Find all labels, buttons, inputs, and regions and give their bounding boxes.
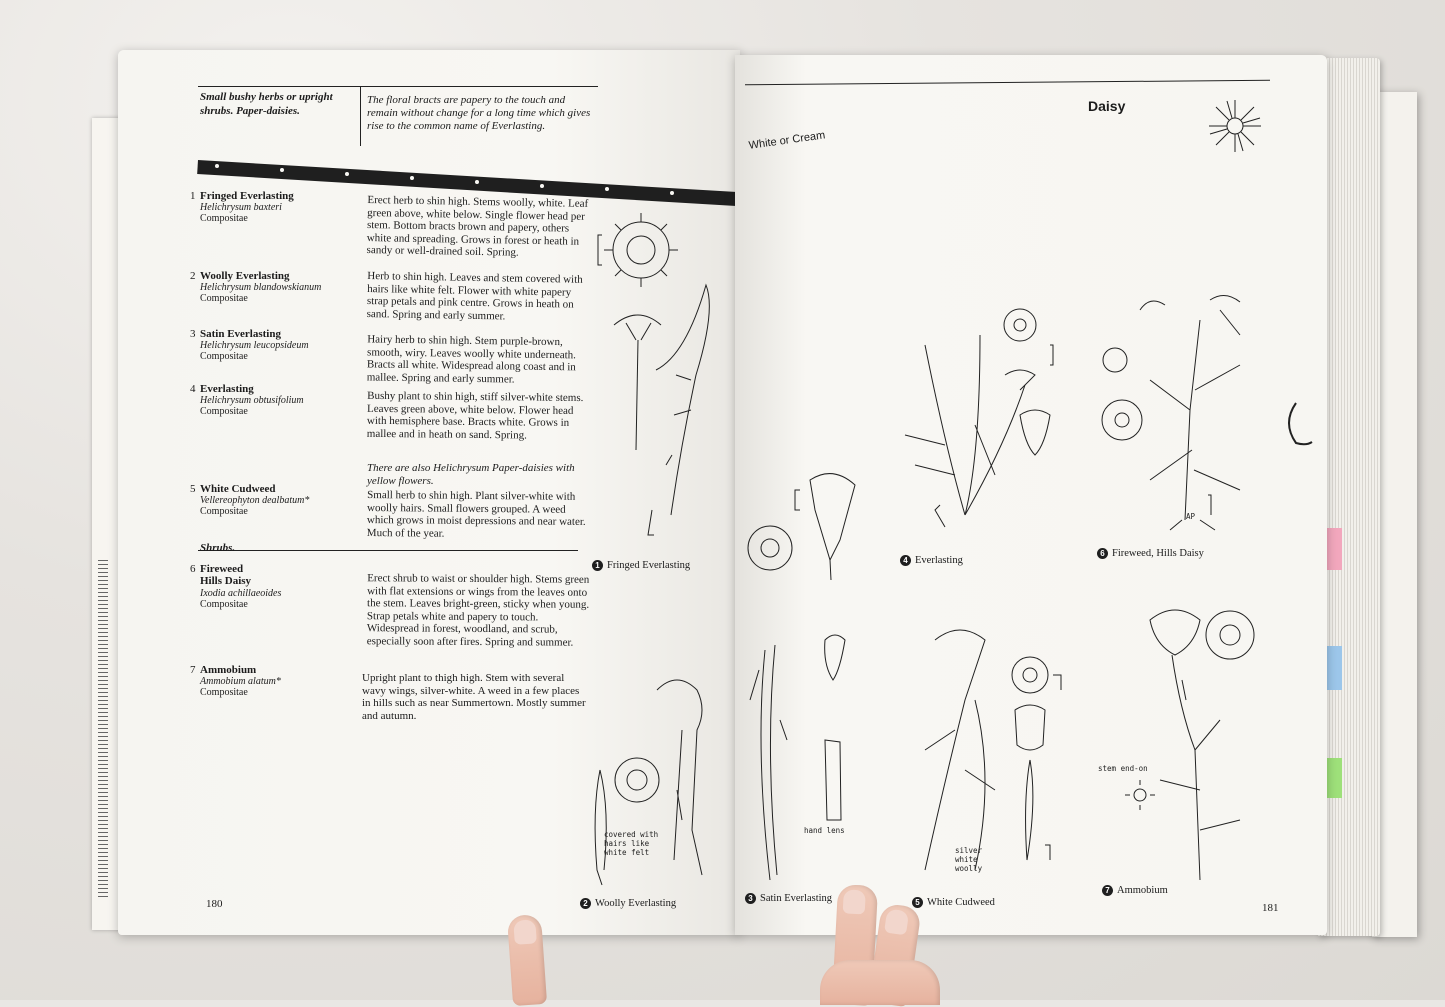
caption-fireweed [1097,548,1204,559]
caption-label: Woolly Everlasting [595,898,677,909]
entry-3-description: Hairy herb to shin high. Stem purple-brown, smooth, wiry. Leaves woolly white underneath. Bracts all white. Widespread along coast and in mallee. Spring and early summer. [366,333,577,385]
caption-label: Fireweed, Hills Daisy [1112,548,1204,559]
band-dot [410,176,414,180]
entry-7-number: 7 [190,664,196,676]
caption-badge: 5 [912,897,923,908]
entry-5-family: Compositae [200,506,248,517]
entry-6-scientific: Ixodia achillaeoides [200,588,282,599]
page-number-left: 180 [206,898,223,910]
caption-everlasting [900,555,963,566]
white-cudweed-illustration [905,580,1075,890]
entry-6-family: Compositae [200,599,248,610]
band-dot [540,184,544,188]
caption-satin-everlasting [745,893,832,904]
entry-3-number: 3 [190,328,196,340]
entry-3-scientific: Helichrysum leucopsideum [200,340,309,351]
binding-clip-icon [1284,398,1314,458]
index-tab-pink [1326,528,1342,570]
entry-7-family: Compositae [200,687,248,698]
caption-fringed-everlasting [592,560,690,571]
entry-3-family: Compositae [200,351,248,362]
page-ribs [98,560,108,900]
entry-4-number: 4 [190,383,196,395]
page-stack-edges [1318,58,1380,936]
caption-ammobium [1102,885,1168,896]
entry-2-name: Woolly Everlasting [200,270,290,282]
finger-left [507,914,547,1006]
page-number-right: 181 [1262,902,1279,914]
fingernail [513,919,537,944]
caption-woolly-everlasting [580,898,676,909]
fringed-everlasting-illustration [596,215,726,555]
band-dot [280,168,284,172]
entry-2-scientific: Helichrysum blandowskianum [200,282,322,293]
entry-5-number: 5 [190,483,196,495]
header-rule-top [198,86,598,87]
entry-4-family: Compositae [200,406,248,417]
hand-note-felt: covered with hairs like white felt [604,830,659,857]
entry-6-description: Erect shrub to waist or shoulder high. Stems green with flat extensions or wings from the leaves onto the stem. Leaves bright-green, sticky when young. Strap petals white and papery to touch. Widespread in forest, woodland, and scrub, especially soon after fires. Spring and summer. [366,572,590,649]
everlasting-illustration [895,305,1070,550]
entry-1-description: Erect herb to shin high. Stems woolly, white. Leaf green above, white below. Single flower head per stem. Bottom bracts brown and papery, others white and spreading. Grows in forest or heath in sandy or well-drained soil. Spring. [366,194,589,259]
section-label: White or Cream [748,129,826,152]
shrubs-rule [198,550,578,551]
entry-7-scientific: Ammobium alatum* [200,676,281,687]
header-divider [360,86,361,146]
caption-badge: 3 [745,893,756,904]
entry-4-scientific: Helichrysum obtusifolium [200,395,304,406]
entry-7-name: Ammobium [200,664,257,676]
entry-4-description: Bushy plant to shin high, stiff silver-white stems. Leaves green above, white below. Flower head with hemisphere base. Bracts white. Grows in mallee and in heath on sand. Spring. [366,389,584,441]
entry-5-name: White Cudweed [200,483,276,495]
entry-5-description: Small herb to shin high. Plant silver-white with woolly hairs. Small flowers grouped. A weed which grows in moist depressions and near water. Much of the year. [366,489,586,540]
band-dot [475,180,479,184]
hand-note-ap: AP [1186,512,1196,521]
page-title-daisy: Daisy [1088,98,1126,114]
band-dot [215,164,219,168]
header-description: The floral bracts are papery to the touch and remain without change for a long time which gives rise to the common name of Everlasting. [367,94,591,132]
entry-2-family: Compositae [200,293,248,304]
caption-label: White Cudweed [927,897,995,908]
caption-badge: 1 [592,560,603,571]
entry-1-family: Compositae [200,213,248,224]
caption-label: Fringed Everlasting [607,560,691,571]
entry-6-name-alt: Hills Daisy [200,575,252,587]
index-tab-green [1326,758,1342,798]
hand-note-woolly: silver white woolly [955,846,983,873]
fingernail [843,889,866,914]
satin-everlasting-illustration [745,470,895,900]
caption-label: Ammobium [1117,885,1168,896]
entry-1-name: Fringed Everlasting [200,190,294,202]
entry-2-description: Herb to shin high. Leaves and stem covered with hairs like white felt. Flower with white papery strap petals and pink centre. Grows in heath on sand. Spring and early summer. [366,270,583,322]
ammobium-illustration [1100,600,1270,890]
woolly-everlasting-illustration [582,670,732,890]
band-dot [345,172,349,176]
hand-note-lens: hand lens [804,826,845,835]
entry-4-name: Everlasting [200,383,254,395]
entry-2-number: 2 [190,270,196,282]
caption-label: Everlasting [915,555,963,566]
entry-6-number: 6 [190,563,196,575]
caption-badge: 4 [900,555,911,566]
entry-5-scientific: Vellereophyton dealbatum* [200,495,310,506]
caption-badge: 7 [1102,885,1113,896]
fingernail [884,908,909,935]
palm [820,960,940,1005]
shrubs-label: Shrubs. [200,542,236,554]
yellow-flowers-note: There are also Helichrysum Paper-daisies with yellow flowers. [367,462,575,487]
header-group: Small bushy herbs or upright shrubs. Paper-daisies. [200,91,333,117]
caption-badge: 2 [580,898,591,909]
entry-7-description: Upright plant to thigh high. Stem with several wavy wings, silver-white. A weed in a few places in hills such as near Summertown. Mostly summer and autumn. [362,672,586,722]
daisy-icon [1205,96,1265,156]
caption-label: Satin Everlasting [760,893,833,904]
entry-1-number: 1 [190,190,196,202]
caption-badge: 6 [1097,548,1108,559]
entry-1-scientific: Helichrysum baxteri [200,202,282,213]
caption-white-cudweed [912,897,995,908]
fireweed-illustration [1090,290,1280,540]
entry-3-name: Satin Everlasting [200,328,281,340]
index-tab-blue [1326,646,1342,690]
hand-note-stem: stem end-on [1098,764,1148,773]
entry-6-name: Fireweed [200,563,244,575]
